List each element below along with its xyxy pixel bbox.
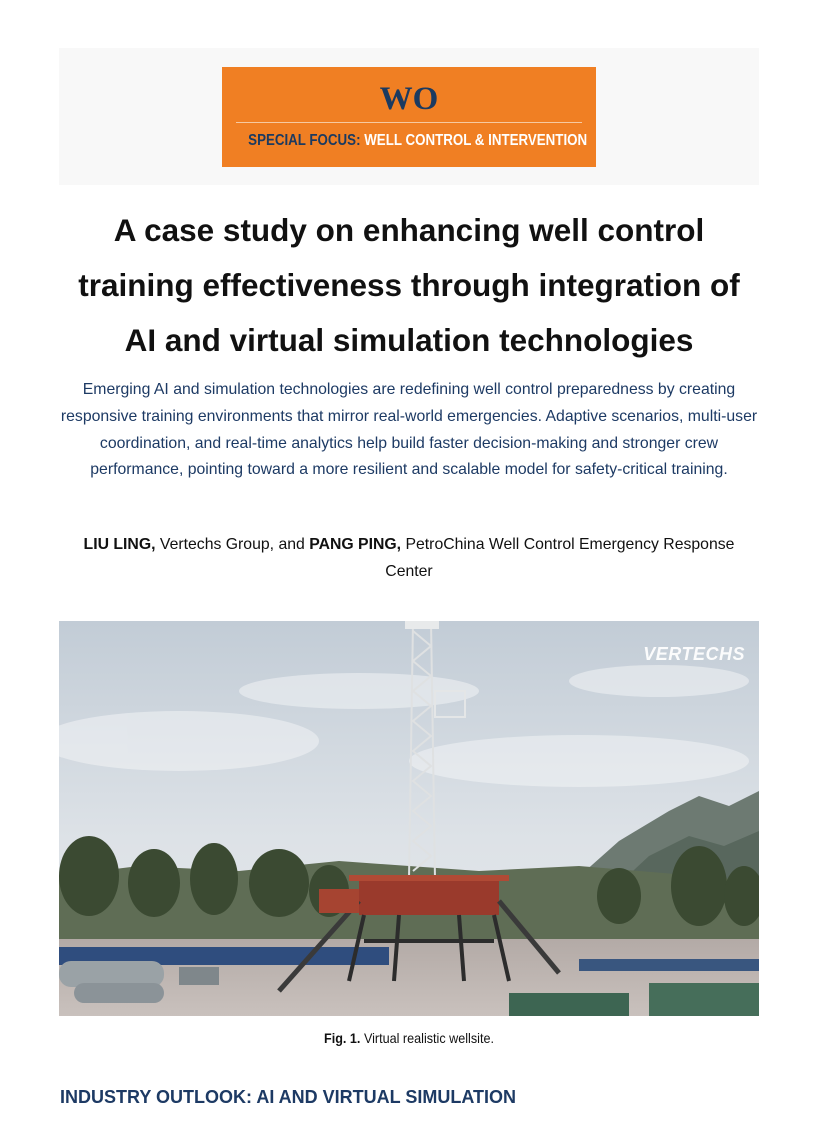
article-byline: [60, 532, 758, 585]
author-name: PANG PING,: [309, 536, 402, 553]
caption-label: Fig. 1.: [324, 1030, 361, 1046]
figure-caption: [94, 1028, 724, 1048]
special-focus-banner: [222, 67, 596, 167]
section-heading: INDUSTRY OUTLOOK: AI AND VIRTUAL SIMULATION: [60, 1087, 516, 1107]
article-deck: Emerging AI and simulation technologies are redefining well control preparedness by creating responsive training environments that mirror real-world emergencies. Adaptive scenarios, multi-user coordination, and real-time analytics help build faster decision-making and stronger crew performance, pointing toward a more resilient and scalable model for safety-critical training.: [60, 381, 758, 479]
author-affiliation: PetroChina Well Control Emergency Response Center: [385, 536, 735, 580]
container: [509, 993, 629, 1016]
figure-wellsite-image: [59, 621, 759, 1016]
headline-line: training effectiveness through integration of: [78, 267, 740, 303]
wellsite-illustration: [59, 621, 759, 1016]
banner-divider: [236, 122, 582, 123]
crown: [405, 621, 439, 629]
headline-line: AI and virtual simulation technologies: [124, 322, 694, 358]
article-headline: [59, 203, 759, 368]
wo-logo: WO: [379, 81, 439, 117]
special-focus-topic: WELL CONTROL & INTERVENTION: [364, 132, 588, 149]
fence: [579, 959, 759, 971]
drill-floor: [359, 879, 499, 915]
author-name: LIU LING,: [83, 536, 156, 553]
author-affiliation: Vertechs Group, and: [155, 536, 310, 553]
special-focus-prefix: SPECIAL FOCUS:: [248, 132, 361, 149]
drill-floor-rail: [349, 875, 509, 881]
special-focus-label: [248, 131, 588, 151]
vertechs-watermark: VERTECHS: [643, 644, 745, 664]
headline-line: A case study on enhancing well control: [113, 212, 705, 248]
equipment: [319, 889, 359, 913]
container: [649, 983, 759, 1016]
caption-text: Virtual realistic wellsite.: [360, 1030, 494, 1046]
